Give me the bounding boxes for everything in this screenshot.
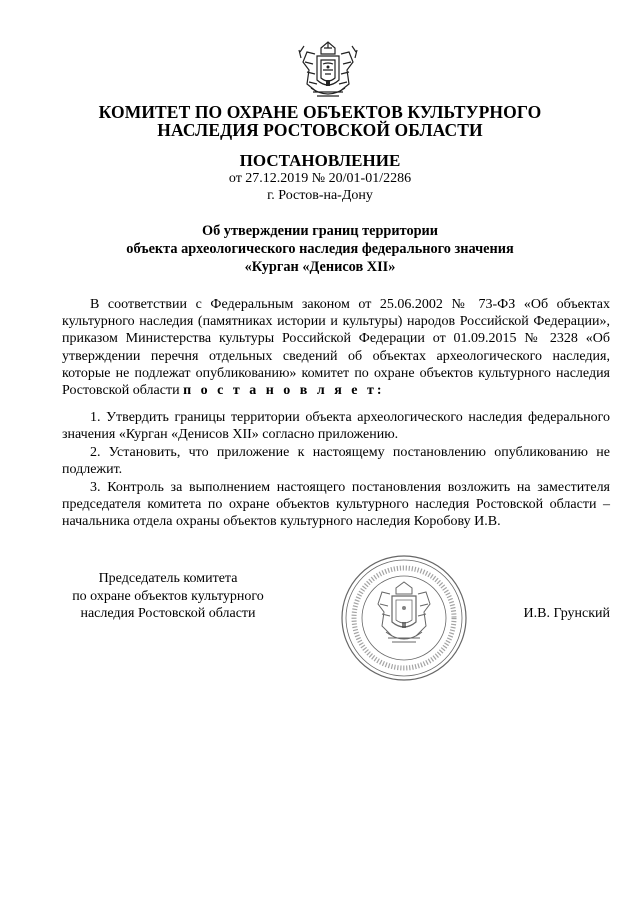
signatory-position-line3: наследия Ростовской области <box>80 606 256 621</box>
decree-item-1: 1. Утвердить границы территории объекта археологического наследия федерального значения «Курган «Денисов XII» согласно приложению. <box>62 410 610 443</box>
organization-name-line1: КОМИТЕТ ПО ОХРАНЕ ОБЪЕКТОВ КУЛЬТУРНОГО <box>98 102 542 122</box>
document-type: ПОСТАНОВЛЕНИЕ <box>239 151 401 170</box>
subject-line2: объекта археологического наследия федерального значения <box>126 241 514 257</box>
organization-name-line2: НАСЛЕДИЯ РОСТОВСКОЙ ОБЛАСТИ <box>157 120 483 140</box>
preamble-text: В соответствии с Федеральным законом от 25.06.2002 № 73-ФЗ «Об объектах культурного наследия (памятниках истории и культуры) народов Российской Федерации», приказом Министерства культуры Российской Федерации от 01.09.2015 № 2328 «Об утверждении перечня отдельных сведений об объектах археологического наследия, которые не подлежат опубликованию» комитет по охране объектов культурного наследия Ростовской области <box>62 297 610 399</box>
document-date-number: от 27.12.2019 № 20/01-01/2286 <box>228 171 412 186</box>
signatory-position-line2: по охране объектов культурного <box>72 588 264 604</box>
signatory-name: И.В. Грунский <box>523 606 610 621</box>
decree-item-2: 2. Установить, что приложение к настоящему постановлению опубликованию не подлежит. <box>62 445 610 478</box>
document-city: г. Ростов-на-Дону <box>267 188 373 203</box>
signatory-position <box>60 570 276 623</box>
signatory-position-line1: Председатель комитета <box>98 571 238 586</box>
decree-word: п о с т а н о в л я е т: <box>183 383 385 399</box>
official-seal-icon <box>338 552 470 684</box>
decree-item-3: 3. Контроль за выполнением настоящего постановления возложить на заместителя председателя комитета по охране объектов культурного наследия Ростовской области – начальника отдела охраны объектов культурного наследия Коробову И.В. <box>62 480 610 530</box>
preamble-paragraph <box>62 296 610 399</box>
subject-line1: Об утверждении границ территории <box>201 223 439 239</box>
subject-line3: «Курган «Денисов XII» <box>244 259 396 275</box>
coat-of-arms-icon <box>295 40 361 102</box>
